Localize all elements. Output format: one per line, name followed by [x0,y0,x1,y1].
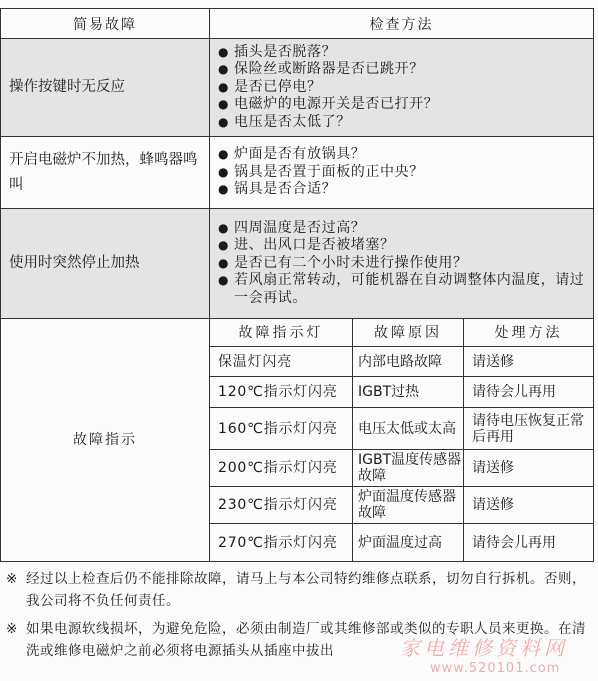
check-text: 是否已停电？ [234,78,322,95]
bullet-icon: ● [218,238,230,253]
watermark-name: 家电维修资料网 [400,636,568,660]
notes [6,568,598,662]
list-item [218,79,585,97]
fault-cause-cell: 炉面温度过高 [353,524,464,562]
fault-name: 开启电磁炉不加热，蜂鸣器鸣叫 [1,137,210,209]
check-text: 插头是否脱落？ [234,43,337,60]
watermark-url: www.520101.com [430,661,561,676]
handling-method-cell: 请送修 [464,487,594,524]
fault-cause-cell: 炉面温度传感器故障 [353,487,464,524]
check-text: 四周温度是否过高？ [234,219,366,236]
list-item [218,255,585,273]
troubleshooting-table [0,8,594,562]
list-item [218,114,585,132]
bullet-icon: ● [218,62,230,77]
indicator-light-cell: 200℃指示灯闪亮 [210,450,353,487]
list-item [218,272,585,307]
check-text: 进、出风口是否被堵塞？ [234,237,395,254]
fault-name: 操作按键时无反应 [1,39,210,137]
bullet-icon: ● [218,182,230,197]
bullet-icon: ● [218,220,230,235]
bullet-icon: ● [218,273,230,288]
fault-row [1,137,594,209]
bullet-icon: ● [218,44,230,59]
indicator-light-cell: 270℃指示灯闪亮 [210,524,353,562]
check-list [210,137,594,209]
bullet-icon: ● [218,114,230,129]
bullet-icon: ● [218,147,230,162]
fault-cause-cell: 内部电路故障 [353,347,464,377]
note-item [6,618,598,662]
note-text: 经过以上检查后仍不能排除故障，请马上与本公司特约维修点联系，切勿自行拆机。否则，我公司将不负任何责任。 [26,571,586,609]
check-text: 锅具是否置于面板的正中央？ [234,163,424,180]
indicator-header-row [1,319,594,347]
handling-method-cell: 请送修 [464,450,594,487]
check-text: 是否已有二个小时未进行操作使用？ [234,254,468,271]
list-item [218,61,585,79]
check-text: 电磁炉的电源开关是否已打开？ [234,96,439,113]
header-check-method: 检查方法 [210,9,594,39]
handling-method-cell: 请送修 [464,347,594,377]
fault-name: 使用时突然停止加热 [1,209,210,319]
list-item [218,164,585,182]
header-handling-method: 处理方法 [464,319,594,347]
list-item [218,96,585,114]
reference-mark-icon: ※ [6,571,18,587]
fault-row [1,39,594,137]
bullet-icon: ● [218,164,230,179]
header-indicator-light: 故障指示灯 [210,319,353,347]
check-text: 电压是否太低了？ [234,113,351,130]
list-item [218,220,585,238]
fault-cause-cell: IGBT过热 [353,377,464,408]
check-text: 若风扇正常转动，可能机器在自动调整体内温度，请过一会再试。 [234,272,585,306]
bullet-icon: ● [218,255,230,270]
check-text: 锅具是否合适？ [234,181,337,198]
handling-method-cell: 请待会儿再用 [464,377,594,408]
indicator-light-cell: 保温灯闪亮 [210,347,353,377]
fault-cause-cell: IGBT温度传感器故障 [353,450,464,487]
check-list [210,209,594,319]
fault-indicator-label: 故障指示 [1,319,210,562]
check-text: 炉面是否有放锅具？ [234,146,366,163]
note-text: 如果电源软线损坏，为避免危险，必须由制造厂或其维修部或类似的专职人员来更换。在清洗或维修电磁炉之前必须将电源插头从插座中拔出 [26,621,586,659]
indicator-light-cell: 230℃指示灯闪亮 [210,487,353,524]
list-item [218,237,585,255]
handling-method-cell: 请待会儿再用 [464,524,594,562]
indicator-light-cell: 120℃指示灯闪亮 [210,377,353,408]
list-item [218,44,585,62]
note-item [6,568,598,612]
fault-cause-cell: 电压太低或太高 [353,408,464,450]
fault-row [1,209,594,319]
bullet-icon: ● [218,97,230,112]
check-text: 保险丝或断路器是否已跳开？ [234,61,424,78]
reference-mark-icon: ※ [6,621,18,637]
check-list [210,39,594,137]
header-simple-fault: 简易故障 [1,9,210,39]
list-item [218,146,585,164]
bullet-icon: ● [218,79,230,94]
handling-method-cell: 请待电压恢复正常后再用 [464,408,594,450]
list-item [218,181,585,199]
header-fault-cause: 故障原因 [353,319,464,347]
table-header-row [1,9,594,39]
indicator-light-cell: 160℃指示灯闪亮 [210,408,353,450]
